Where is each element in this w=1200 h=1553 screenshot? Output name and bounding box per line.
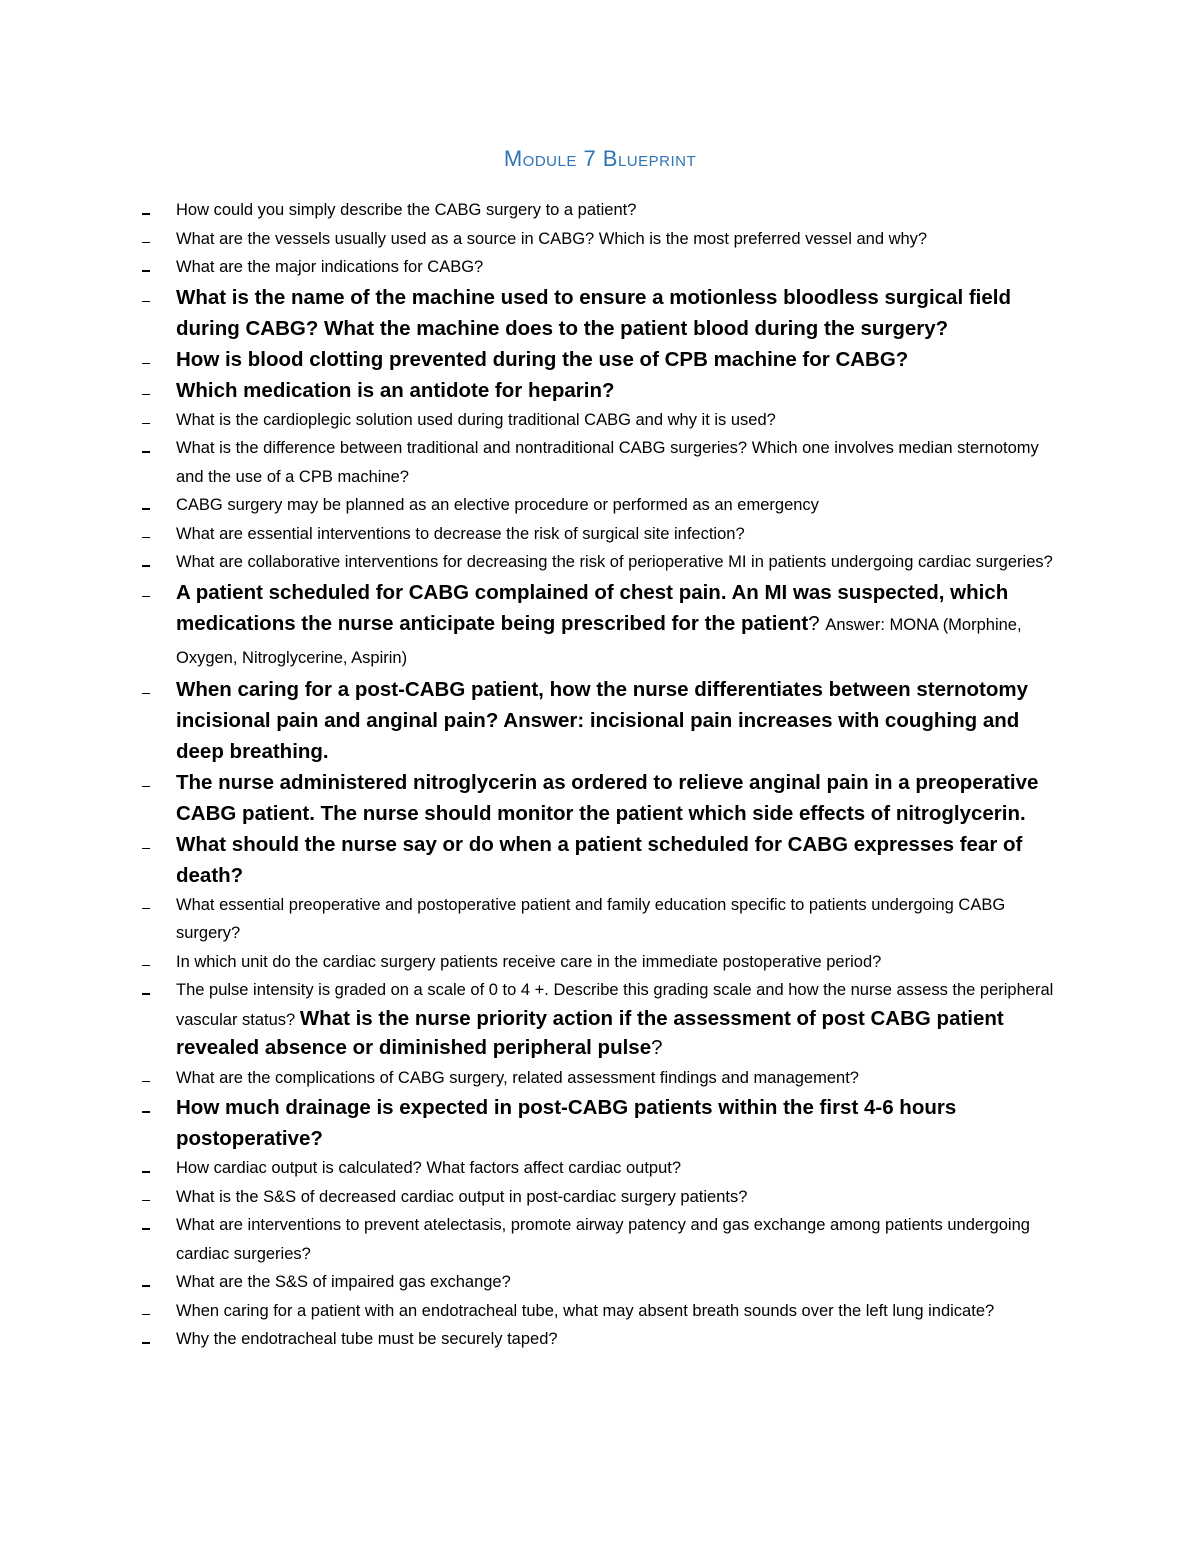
dash-bullet-icon — [142, 596, 150, 598]
list-item-text: How could you simply describe the CABG surgery to a patient? — [176, 201, 637, 219]
list-item — [140, 1064, 1060, 1093]
list-item-text: ? — [808, 611, 826, 635]
document-title: Module 7 Blueprint — [503, 146, 697, 171]
list-item-text: When caring for a post-CABG patient, how the nurse differentiates between sternotomy incisional pain and anginal pain? Answer: incisional pain increases with coughing and deep breathing. — [176, 677, 1028, 763]
dash-bullet-icon — [142, 1200, 150, 1202]
list-item-text: What is the nurse priority action if the assessment of post CABG patient revealed absence or diminished peripheral pulse — [176, 1006, 1004, 1059]
dash-bullet-icon — [142, 848, 150, 850]
dash-bullet-icon — [142, 270, 150, 272]
list-item — [140, 344, 1060, 375]
list-item-text: What should the nurse say or do when a patient scheduled for CABG expresses fear of death? — [176, 832, 1023, 887]
dash-bullet-icon — [142, 1285, 150, 1287]
list-item-text: In which unit do the cardiac surgery patients receive care in the immediate postoperative period? — [176, 952, 882, 971]
list-item — [140, 406, 1060, 435]
dash-bullet-icon — [142, 1342, 150, 1344]
dash-bullet-icon — [142, 1111, 150, 1113]
list-item-text: The pulse intensity is graded on a scale of 0 to 4 +. Describe this grading scale and how the nurse assess the peripheral vascular status? — [176, 981, 1054, 1029]
list-item-text: What are interventions to prevent atelectasis, promote airway patency and gas exchange among patients undergoing cardiac surgeries? — [176, 1216, 1030, 1263]
list-item-text: What are collaborative interventions for decreasing the risk of perioperative MI in patients undergoing cardiac surgeries? — [176, 553, 1053, 571]
dash-bullet-icon — [142, 301, 150, 303]
list-item — [140, 1268, 1060, 1297]
dash-bullet-icon — [142, 786, 150, 788]
list-item-text: What are the vessels usually used as a source in CABG? Which is the most preferred vessel and why? — [176, 229, 928, 248]
list-item-text: Answer: MONA (Morphine, Oxygen, Nitroglycerine, Aspirin) — [176, 615, 1022, 667]
dash-bullet-icon — [142, 363, 150, 365]
list-item-text: What are the complications of CABG surgery, related assessment findings and management? — [176, 1068, 859, 1087]
list-item — [140, 1211, 1060, 1268]
dash-bullet-icon — [142, 213, 150, 215]
dash-bullet-icon — [142, 693, 150, 695]
list-item — [140, 225, 1060, 254]
list-item-text: The nurse administered nitroglycerin as ordered to relieve anginal pain in a preoperative CABG patient. The nurse should monitor the patient which side effects of nitroglycerin. — [176, 770, 1039, 825]
list-item-text: How is blood clotting prevented during the use of CPB machine for CABG? — [176, 347, 909, 371]
list-item-text: A patient scheduled for CABG complained of chest pain. An MI was suspected, which medications the nurse anticipate being prescribed for the patient — [176, 580, 1009, 635]
question-list — [140, 196, 1060, 1354]
list-item — [140, 1325, 1060, 1354]
list-item-text: What is the difference between traditional and nontraditional CABG surgeries? Which one involves median sternotomy and the use of a CPB machine? — [176, 439, 1039, 486]
dash-bullet-icon — [142, 508, 150, 510]
list-item — [140, 196, 1060, 225]
list-item-text: How cardiac output is calculated? What factors affect cardiac output? — [176, 1159, 682, 1177]
dash-bullet-icon — [142, 565, 150, 567]
list-item — [140, 948, 1060, 977]
dash-bullet-icon — [142, 451, 150, 453]
list-item — [140, 548, 1060, 577]
list-item-text: CABG surgery may be planned as an elective procedure or performed as an emergency — [176, 496, 819, 514]
list-item-text: What are essential interventions to decrease the risk of surgical site infection? — [176, 524, 745, 543]
list-item — [140, 375, 1060, 406]
list-item — [140, 674, 1060, 767]
list-item — [140, 891, 1060, 948]
list-item — [140, 434, 1060, 491]
list-item — [140, 520, 1060, 549]
dash-bullet-icon — [142, 1081, 150, 1083]
dash-bullet-icon — [142, 965, 150, 967]
list-item — [140, 253, 1060, 282]
dash-bullet-icon — [142, 423, 150, 425]
dash-bullet-icon — [142, 993, 150, 995]
list-item-text: What is the name of the machine used to ensure a motionless bloodless surgical field during CABG? What the machine does to the patient blood during the surgery? — [176, 285, 1011, 340]
list-item — [140, 976, 1060, 1064]
list-item-text: When caring for a patient with an endotracheal tube, what may absent breath sounds over the left lung indicate? — [176, 1301, 995, 1320]
dash-bullet-icon — [142, 908, 150, 910]
dash-bullet-icon — [142, 1228, 150, 1230]
list-item — [140, 577, 1060, 674]
list-item-text: What is the S&S of decreased cardiac output in post-cardiac surgery patients? — [176, 1187, 748, 1206]
list-item-text: Why the endotracheal tube must be securely taped? — [176, 1330, 558, 1348]
list-item — [140, 491, 1060, 520]
list-item — [140, 1092, 1060, 1154]
list-item-text: What are the S&S of impaired gas exchange? — [176, 1273, 511, 1291]
dash-bullet-icon — [142, 1171, 150, 1173]
list-item-text: Which medication is an antidote for heparin? — [176, 378, 615, 402]
list-item-text: What is the cardioplegic solution used during traditional CABG and why it is used? — [176, 410, 776, 429]
list-item — [140, 829, 1060, 891]
list-item — [140, 282, 1060, 344]
list-item-text: ? — [651, 1036, 663, 1059]
list-item — [140, 1154, 1060, 1183]
list-item — [140, 1297, 1060, 1326]
list-item — [140, 767, 1060, 829]
list-item-text: What are the major indications for CABG? — [176, 258, 484, 276]
list-item — [140, 1183, 1060, 1212]
dash-bullet-icon — [142, 537, 150, 539]
list-item-text: How much drainage is expected in post-CABG patients within the first 4-6 hours postoperative? — [176, 1096, 957, 1150]
list-item-text: What essential preoperative and postoperative patient and family education specific to patients undergoing CABG surgery? — [176, 895, 1006, 942]
dash-bullet-icon — [142, 242, 150, 244]
dash-bullet-icon — [142, 394, 150, 396]
dash-bullet-icon — [142, 1314, 150, 1316]
